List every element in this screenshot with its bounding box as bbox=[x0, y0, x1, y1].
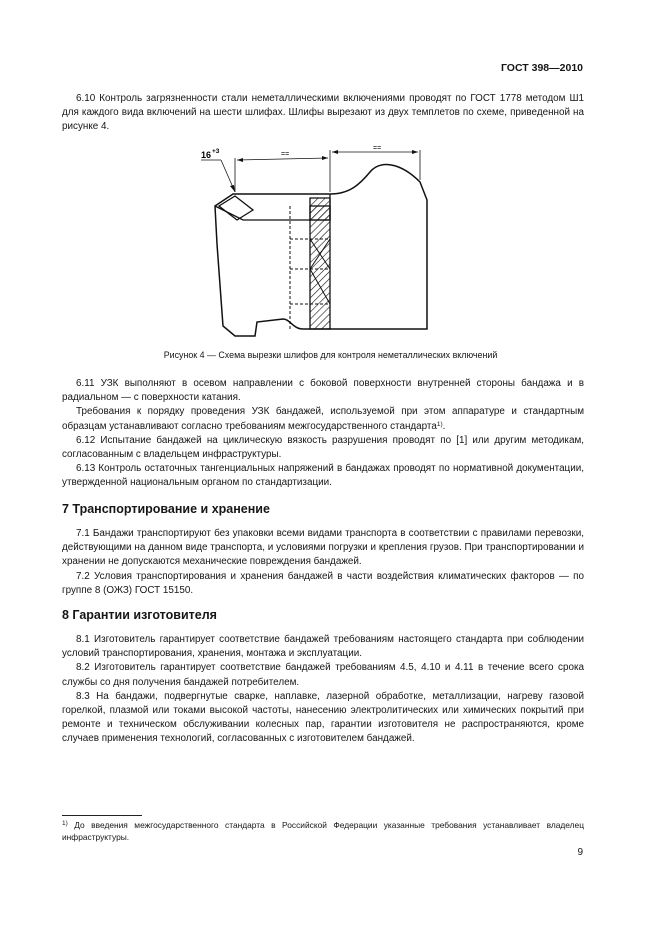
paragraph-6-13: 6.13 Контроль остаточных тангенциальных напряжений в бандажах проводят по нормативной документации, утвержденной национальным органом по стандартизации. bbox=[62, 463, 584, 489]
heading-section-8: 8 Гарантии изготовителя bbox=[62, 608, 217, 622]
footnote bbox=[62, 818, 584, 843]
paragraph-8-2: 8.2 Изготовитель гарантирует соответствие бандажей требованиям 4.5, 4.10 и 4.11 в течение всего срока службы со дня получения бандажей потребителем. bbox=[62, 662, 584, 688]
dimension-a-label: == bbox=[281, 151, 290, 158]
footnote-divider bbox=[62, 815, 142, 816]
footnote-mark: 1) bbox=[62, 820, 68, 827]
page-number: 9 bbox=[577, 847, 583, 858]
paragraph-7-1: 7.1 Бандажи транспортируют без упаковки всеми видами транспорта в соответствии с правилами перевозки, действующими на данном виде транспорта, и условиями погрузки и крепления грузов. При транспортировании и хранении не допускаются механические повреждения бандажей. bbox=[62, 528, 584, 568]
hatched-slice-section bbox=[310, 206, 330, 329]
paragraph-8-3: 8.3 На бандажи, подвергнутые сварке, наплавке, лазерной обработке, металлизации, нагреву газовой горелкой, плазмой или токами высокой частоты, нанесению электролитических или химических покрытий при ремонте и техническом обслуживании колесных пар, гарантии изготовителя не распространяются, кроме случаев применения технологий, согласованных с изготовителем бандажей. bbox=[62, 690, 584, 745]
paragraph-6-12: 6.12 Испытание бандажей на циклическую вязкость разрушения проводят по [1] или другим методикам, согласованным с владельцем инфраструктуры. bbox=[62, 434, 584, 461]
section-6-11-to-6-13-block bbox=[62, 377, 584, 491]
dimension-b-label: == bbox=[373, 145, 382, 152]
document-code: ГОСТ 398—2010 bbox=[500, 62, 583, 74]
footnote-text: До введения межгосударственного стандарта в Российской Федерации указанные требования устанавливает владелец инфраструктуры. bbox=[62, 820, 584, 842]
figure-slice-diagram bbox=[195, 144, 435, 344]
paragraph-8-1: 8.1 Изготовитель гарантирует соответствие бандажей требованиям настоящего стандарта при соблюдении условий транспортирования, хранения, монтажа и эксплуатации. bbox=[62, 634, 584, 660]
dimension-thickness-tolerance: +3 bbox=[212, 148, 220, 155]
paragraph-7-2: 7.2 Условия транспортирования и хранения бандажей в части воздействия климатических факторов — по группе 8 (ОЖЗ) ГОСТ 15150. bbox=[62, 570, 584, 596]
section-7-block bbox=[62, 501, 584, 598]
paragraph-6-11-requirements: Требования к порядку проведения УЗК бандажей, используемой при этом аппаратуре и стандартным образцам устанавливают согласно требованиям межгосударственного стандарта$^{1)}$. bbox=[62, 406, 584, 432]
heading-section-7: 7 Транспортирование и хранение bbox=[62, 502, 270, 516]
paragraph-6-11: 6.11 УЗК выполняют в осевом направлении с боковой поверхности внутренней стороны бандажа и в радиальном — с поверхности катания. bbox=[62, 378, 584, 404]
section-8-block bbox=[62, 607, 584, 747]
figure-caption: Рисунок 4 — Схема вырезки шлифов для контроля неметаллических включений bbox=[163, 350, 498, 360]
dimension-thickness-label: 16 bbox=[201, 150, 212, 160]
paragraph-6-10: 6.10 Контроль загрязненности стали неметаллическими включениями проводят по ГОСТ 1778 методом Ш1 для каждого вида включений на шести шлифах. Шлифы вырезают из двух темплетов по схеме, приведенной на рисунке 4. bbox=[62, 93, 584, 133]
section-6-10-block bbox=[62, 92, 584, 135]
footnote-reference[interactable]: 1) bbox=[436, 420, 443, 428]
